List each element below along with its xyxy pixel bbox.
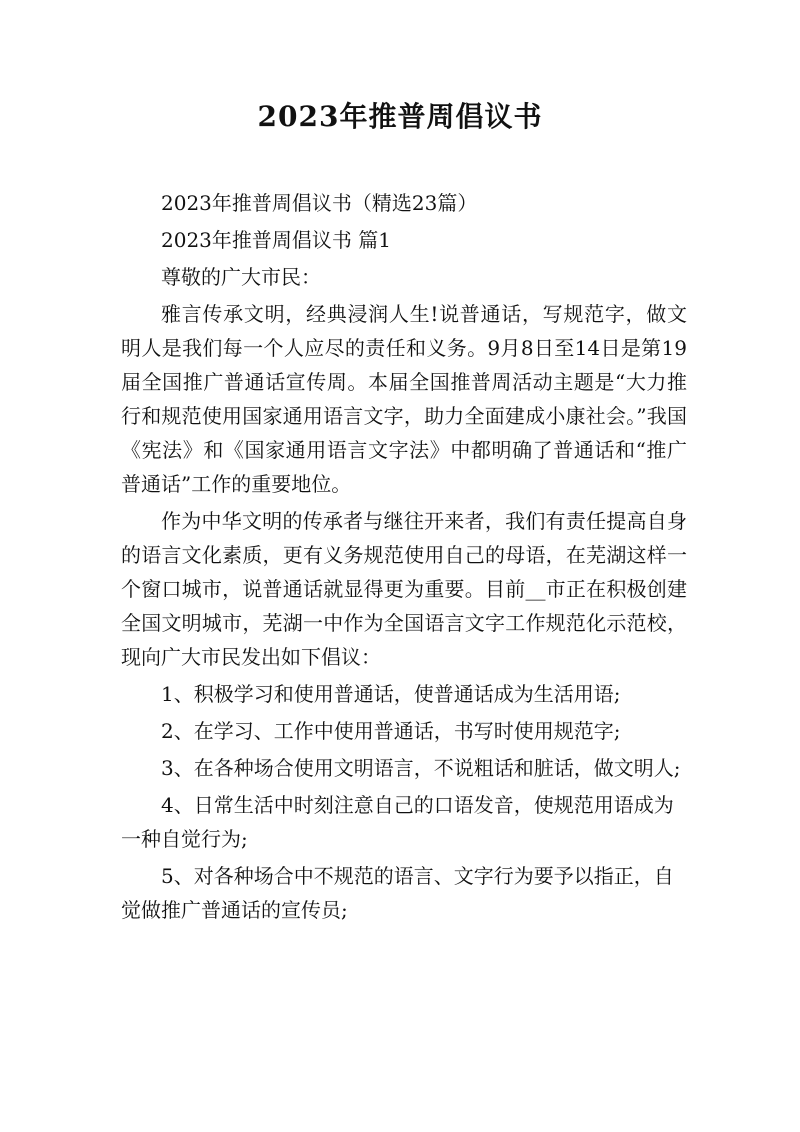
salutation: 尊敬的广大市民： <box>161 265 321 289</box>
list-item: 2、在学习、工作中使用普通话，书写时使用规范字; <box>161 719 621 743</box>
list-item: 1、积极学习和使用普通话，使普通话成为生活用语; <box>161 682 621 706</box>
document-subtitle: 2023年推普周倡议书（精选23篇） <box>161 191 478 215</box>
section-heading: 2023年推普周倡议书 篇1 <box>161 228 391 252</box>
paragraph: 雅言传承文明，经典浸润人生!说普通话，写规范字，做文明人是我们每一个人应尽的责任和义务。9月8日至14日是第19届全国推广普通话宣传周。本届全国推普周活动主题是“大力推行和规范使用国家通用语言文字，助力全面建成小康社会。”我国《宪法》和《国家通用语言文字法》中都明确了普通话和“推广普通话”工作的重要地位。 <box>121 302 687 496</box>
document-title: 2023年推普周倡议书 <box>257 100 543 133</box>
list-item: 3、在各种场合使用文明语言，不说粗话和脏话，做文明人; <box>161 756 681 780</box>
list-item: 4、日常生活中时刻注意自己的口语发音，使规范用语成为一种自觉行为; <box>121 793 674 851</box>
document-body <box>121 186 687 927</box>
list-item: 5、对各种场合中不规范的语言、文字行为要予以指正，自觉做推广普通话的宣传员; <box>121 864 674 922</box>
paragraph: 作为中华文明的传承者与继往开来者，我们有责任提高自身的语言文化素质，更有义务规范使用自己的母语，在芜湖这样一个窗口城市，说普通话就显得更为重要。目前__市正在积极创建全国文明城市，芜湖一中作为全国语言文字工作规范化示范校，现向广大市民发出如下倡议： <box>121 509 687 669</box>
